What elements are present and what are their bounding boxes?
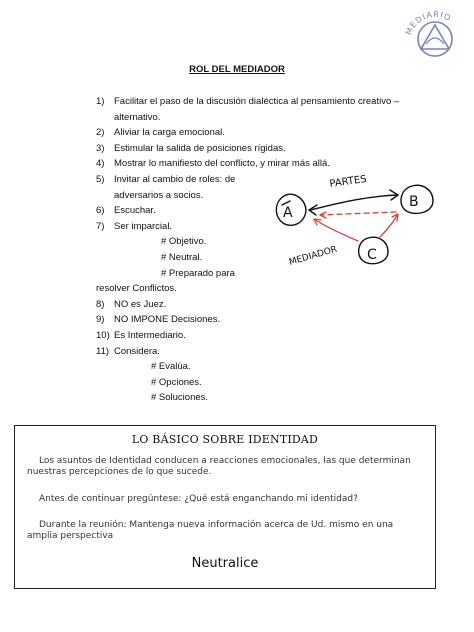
label-c: C xyxy=(367,247,377,263)
label-mediador: MEDIADOR xyxy=(288,244,339,268)
closing-word: Neutralice xyxy=(191,556,259,571)
list-item: 8) NO es Juez. xyxy=(96,298,167,310)
list-item-continuation: resolver Conflictos. xyxy=(96,283,177,295)
paragraph-1: Los asuntos de Identidad conducen a reacciones emocionales, las que determinan nuestras percepciones de lo que sucede. xyxy=(27,456,411,477)
arrow-c-b xyxy=(380,214,398,237)
label-a: A xyxy=(283,205,293,221)
list-item: 10) Es Intermediario. xyxy=(96,329,186,341)
sub-item: # Opciones. xyxy=(151,376,202,388)
arrow-b-a-dashed xyxy=(320,212,396,215)
list-item: 6) Escuchar. xyxy=(96,205,156,217)
mediator-diagram xyxy=(270,165,444,275)
sub-item: # Evalúa. xyxy=(151,361,191,373)
list-item: 9) NO IMPONE Decisiones. xyxy=(96,314,221,326)
logo-text: MEDIARIO xyxy=(404,9,453,37)
list-item: 3) Estimular la salida de posiciones rígidas. xyxy=(96,142,286,154)
list-item-continuation: alternativo. xyxy=(114,111,161,123)
label-b: B xyxy=(409,194,419,210)
list-item: 11) Considera. xyxy=(96,345,160,357)
sub-item: # Soluciones. xyxy=(151,392,209,404)
label-partes: PARTES xyxy=(328,173,368,190)
list-item: 4) Mostrar lo manifiesto del conflicto, y mirar más allá. xyxy=(96,158,330,170)
list-item: 5) Invitar al cambio de roles: de xyxy=(96,173,236,185)
paragraph-3: Durante la reunión: Mantenga nueva información acerca de Ud. mismo en una amplia perspectiva xyxy=(27,520,394,541)
sub-item: # Preparado para xyxy=(161,267,235,279)
arrow-c-a xyxy=(314,219,358,241)
page-title: ROL DEL MEDIADOR xyxy=(189,64,285,75)
box-title: LO BÁSICO SOBRE IDENTIDAD xyxy=(131,433,319,446)
sub-item: # Objetivo. xyxy=(161,236,207,248)
identity-box xyxy=(14,425,436,589)
sub-item: # Neutral. xyxy=(161,251,203,263)
paragraph-2: Antes de continuar pregúntese: ¿Qué está enganchando mi identidad? xyxy=(39,494,358,504)
list-item: 2) Aliviar la carga emocional. xyxy=(96,127,225,139)
mediario-logo xyxy=(400,2,470,64)
list-item: 7) Ser imparcial. xyxy=(96,220,173,232)
arrow-a-b xyxy=(310,195,396,210)
list-item-continuation: adversarios a socios. xyxy=(114,189,204,201)
list-item: 1) Facilitar el paso de la discusión dialéctica al pensamiento creativo – xyxy=(96,96,400,107)
